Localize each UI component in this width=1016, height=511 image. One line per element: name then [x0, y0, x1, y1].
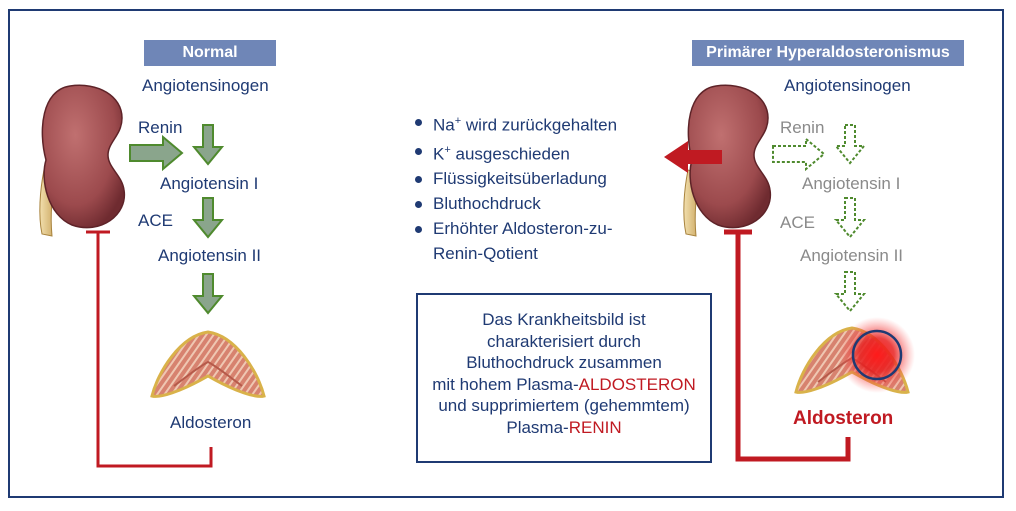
left-angiotensin2-label: Angiotensin II [158, 246, 262, 265]
adrenal-tumour-icon [839, 317, 915, 393]
left-arrow-2 [194, 198, 222, 237]
right-angiotensin1-label: Angiotensin I [802, 174, 901, 193]
left-ace-label: ACE [138, 211, 173, 230]
left-angiotensinogen-label: Angiotensinogen [142, 76, 269, 95]
summary-line-6: Plasma-RENIN [506, 417, 622, 437]
summary-line-1: Das Krankheitsbild ist [482, 310, 646, 329]
right-angiotensinogen-label: Angiotensinogen [784, 76, 911, 95]
left-arrow-3 [194, 274, 222, 313]
effects-bullet-list [415, 109, 617, 266]
left-aldosterone-label: Aldosteron [170, 413, 252, 432]
summary-line-2: charakterisiert durch [486, 331, 641, 351]
left-renin-arrow [130, 137, 182, 169]
left-header-normal: Normal [144, 40, 276, 66]
right-header-primary-hyperaldosteronism: Primärer Hyperaldosteronismus [692, 40, 964, 66]
right-ace-label: ACE [780, 213, 815, 232]
right-arrow-3 [836, 272, 864, 311]
summary-line-5: und supprimiertem (gehemmtem) [438, 396, 690, 415]
bullet-aldosterone-renin-ratio: Erhöhter Aldosteron-zu- Renin-Qotient [415, 216, 617, 266]
right-renin-arrow [773, 139, 824, 169]
bullet-potassium: K+ ausgeschieden [415, 138, 617, 167]
summary-box [416, 293, 712, 463]
left-renin-label: Renin [138, 118, 183, 137]
right-arrow-2 [836, 198, 864, 237]
summary-line-4: mit hohem Plasma-ALDOSTERON [432, 374, 696, 394]
right-arrow-1 [836, 125, 864, 163]
bullet-sodium: Na+ wird zurückgehalten [415, 109, 617, 138]
bullet-hypertension: Bluthochdruck [415, 191, 617, 216]
left-arrow-1 [194, 125, 222, 164]
left-kidney-icon [40, 85, 125, 236]
right-renin-label: Renin [780, 118, 825, 137]
right-aldosterone-label: Aldosteron [793, 408, 894, 429]
left-angiotensin1-label: Angiotensin I [160, 174, 259, 193]
bullet-fluid-overload: Flüssigkeitsüberladung [415, 166, 617, 191]
left-adrenal-gland-icon [152, 332, 264, 396]
right-angiotensin2-label: Angiotensin II [800, 246, 904, 265]
summary-line-3: Bluthochdruck zusammen [466, 353, 662, 372]
